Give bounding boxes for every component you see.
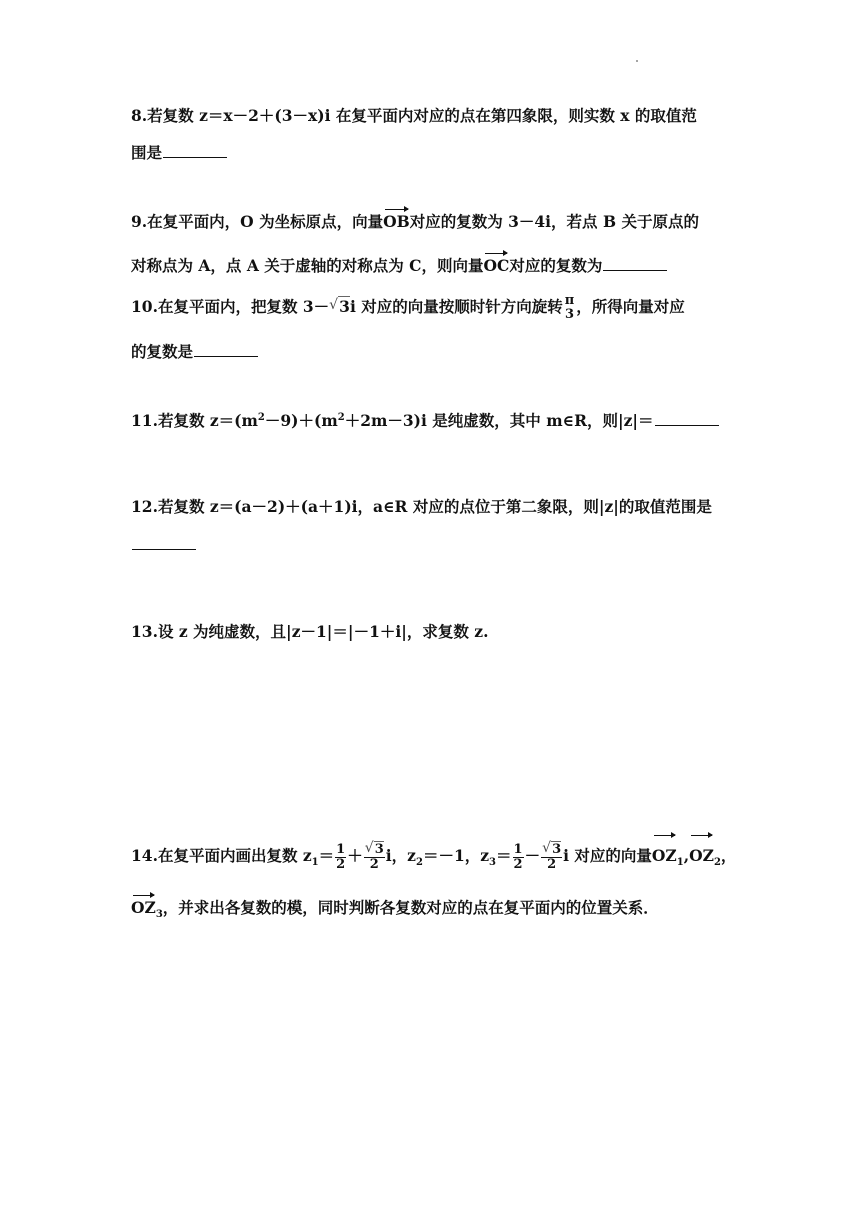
answer-blank[interactable] [163,143,227,158]
q12-line1: 12.若复数 z＝(a－2)＋(a＋1)i，a∈R 对应的点位于第二象限，则|z|的取值范围是 [131,497,712,516]
sqrt-3: √ 3 [329,297,350,316]
vector-ob: OB [383,212,410,231]
q9-line1: 9.在复平面内，O 为坐标原点，向量OB对应的复数为 3－4i，若点 B 关于原点的 [131,212,699,231]
fraction-sqrt3-over-2: √ 3 2 [542,839,562,872]
vector-oz2: OZ [689,838,714,874]
q14-line1: 14.在复平面内画出复数 $z_1=$ $\frac{1}{2}$ ＋ √ 3 2 i，$z_2=-1$，$z_3=$ $\frac{1}{2}$ － √ 3 2 i 对应的向量$OZ_1,OZ_2$， [131,838,736,881]
vector-oz3: OZ [131,898,156,917]
q10-line1: 10.在复平面内，把复数 3－ √ 3i 对应的向量按顺时针方向旋转 π 3 ，所得向量对应 [131,293,685,322]
q10-line2: 的复数是 [131,342,258,362]
answer-blank[interactable] [194,342,258,357]
page-dot [636,60,638,62]
fraction-sqrt3-over-2: √ 3 2 [364,839,384,872]
q8-line2: 围是 [131,143,227,163]
answer-blank[interactable] [132,535,196,550]
vector-oz1: OZ [652,838,677,874]
answer-blank[interactable] [603,256,667,271]
vector-oc: OC [483,256,510,275]
q9-line2: 对称点为 A，点 A 关于虚轴的对称点为 C，则向量OC对应的复数为 [131,256,667,276]
fraction-pi-over-3: π 3 [564,293,575,322]
q8-line1: 8.若复数 z＝x－2＋(3－x)i 在复平面内对应的点在第四象限，则实数 x 的取值范 [131,106,697,125]
q14-line2: $OZ_3$，并求出各复数的模，同时判断各复数对应的点在复平面内的位置关系． [131,898,659,921]
q12-line2 [131,535,196,555]
fraction-one-half: $\frac{1}{2}$ [336,841,346,872]
fraction-one-half: $\frac{1}{2}$ [513,841,523,872]
q13-line1: 13.设 z 为纯虚数，且|z－1|＝|－1＋i|，求复数 z. [131,622,489,641]
answer-blank[interactable] [655,411,719,426]
q11-line1: 11.若复数 $z=(m^2-9)+(m^2+2m-3)i$ 是纯虚数，其中 m∈R，则|z|＝ [131,408,719,431]
